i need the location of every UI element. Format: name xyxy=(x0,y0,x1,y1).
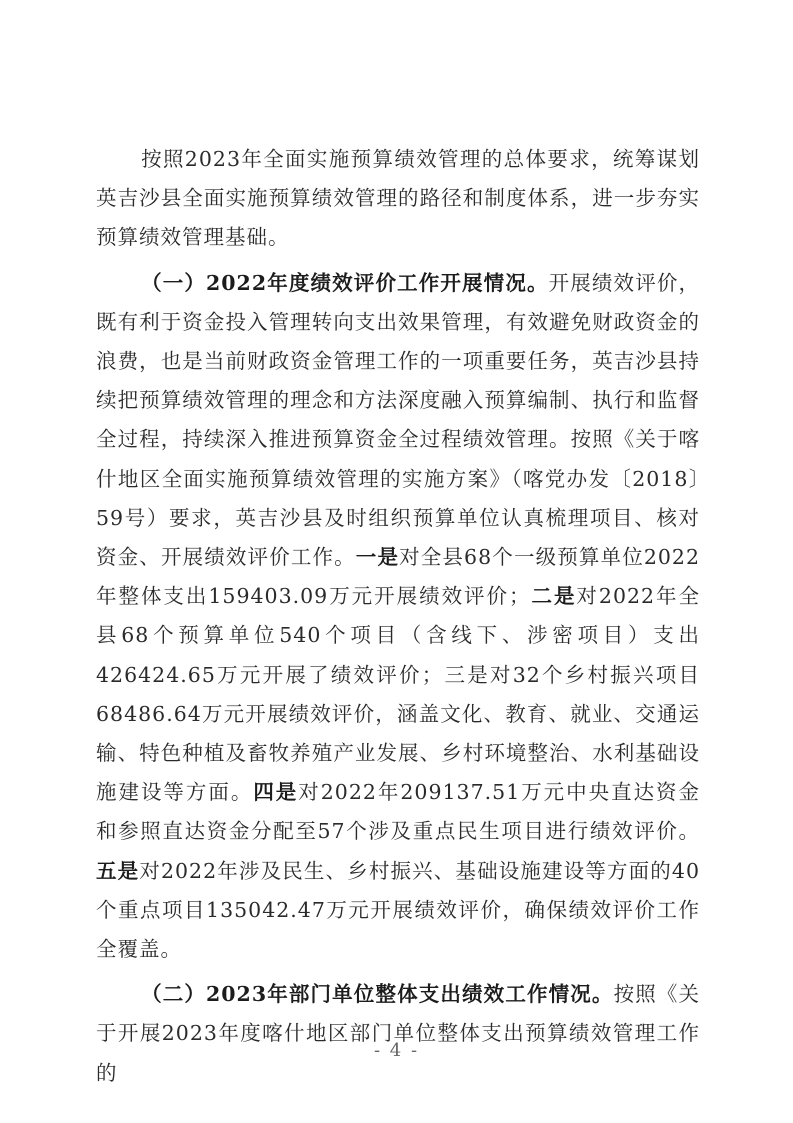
text-segment: 开展绩效评价，既有利于资金投入管理转向支出效果管理，有效避免财政资金的浪费，也是当前财政资金管理工作的一项重要任务，英吉沙县持续把预算绩效管理的理念和方法深度融入预算编制、执行和监督全过程，持续深入推进预算资金全过程绩效管理。按照《关于喀什地区全面实施预算绩效管理的实施方案》（喀党办发〔2018〕59号）要求，英吉沙县及时组织预算单位认真梳理项目、核对资金、开展绩效评价工作。 xyxy=(96,270,700,570)
text-segment: 按照《关于开展2023年度喀什地区部门单位整体支出预算绩效管理工作的 xyxy=(96,982,700,1085)
emphasis-text: 五是 xyxy=(96,858,140,883)
text-segment: 对2022年涉及民生、乡村振兴、基础设施建设等方面的40个重点项目135042.47万元开展绩效评价，确保绩效评价工作全覆盖。 xyxy=(96,858,701,962)
emphasis-text: 一是 xyxy=(355,545,400,570)
section-heading: （二）2023年部门单位整体支出绩效工作情况。 xyxy=(141,982,614,1007)
paragraph-section-two xyxy=(96,975,700,1093)
paragraph-section-one xyxy=(96,264,700,970)
page-number: - 4 - xyxy=(373,1040,420,1061)
document-body xyxy=(96,140,700,1099)
text-segment: 对2022年全县68个预算单位540个项目（含线下、涉密项目）支出426424.65万元开展了绩效评价；三是对32个乡村振兴项目68486.64万元开展绩效评价，涵盖文化、教育、就业、交通运输、特色种植及畜牧养殖产业发展、乡村环境整治、水利基础设施建设等方面。 xyxy=(96,584,701,805)
text-segment: 对2022年209137.51万元中央直达资金和参照直达资金分配至57个涉及重点民生项目进行绩效评价。 xyxy=(96,780,701,844)
emphasis-text: 四是 xyxy=(253,780,299,805)
section-heading: （一）2022年度绩效评价工作开展情况。 xyxy=(141,270,549,295)
text-segment: 对全县68个一级预算单位2022年整体支出159403.09万元开展绩效评价； xyxy=(96,545,701,609)
text-segment: 按照2023年全面实施预算绩效管理的总体要求，统筹谋划英吉沙县全面实施预算绩效管理的路径和制度体系，进一步夯实预算绩效管理基础。 xyxy=(96,147,700,250)
paragraph-intro xyxy=(96,140,700,258)
emphasis-text: 二是 xyxy=(530,584,577,609)
